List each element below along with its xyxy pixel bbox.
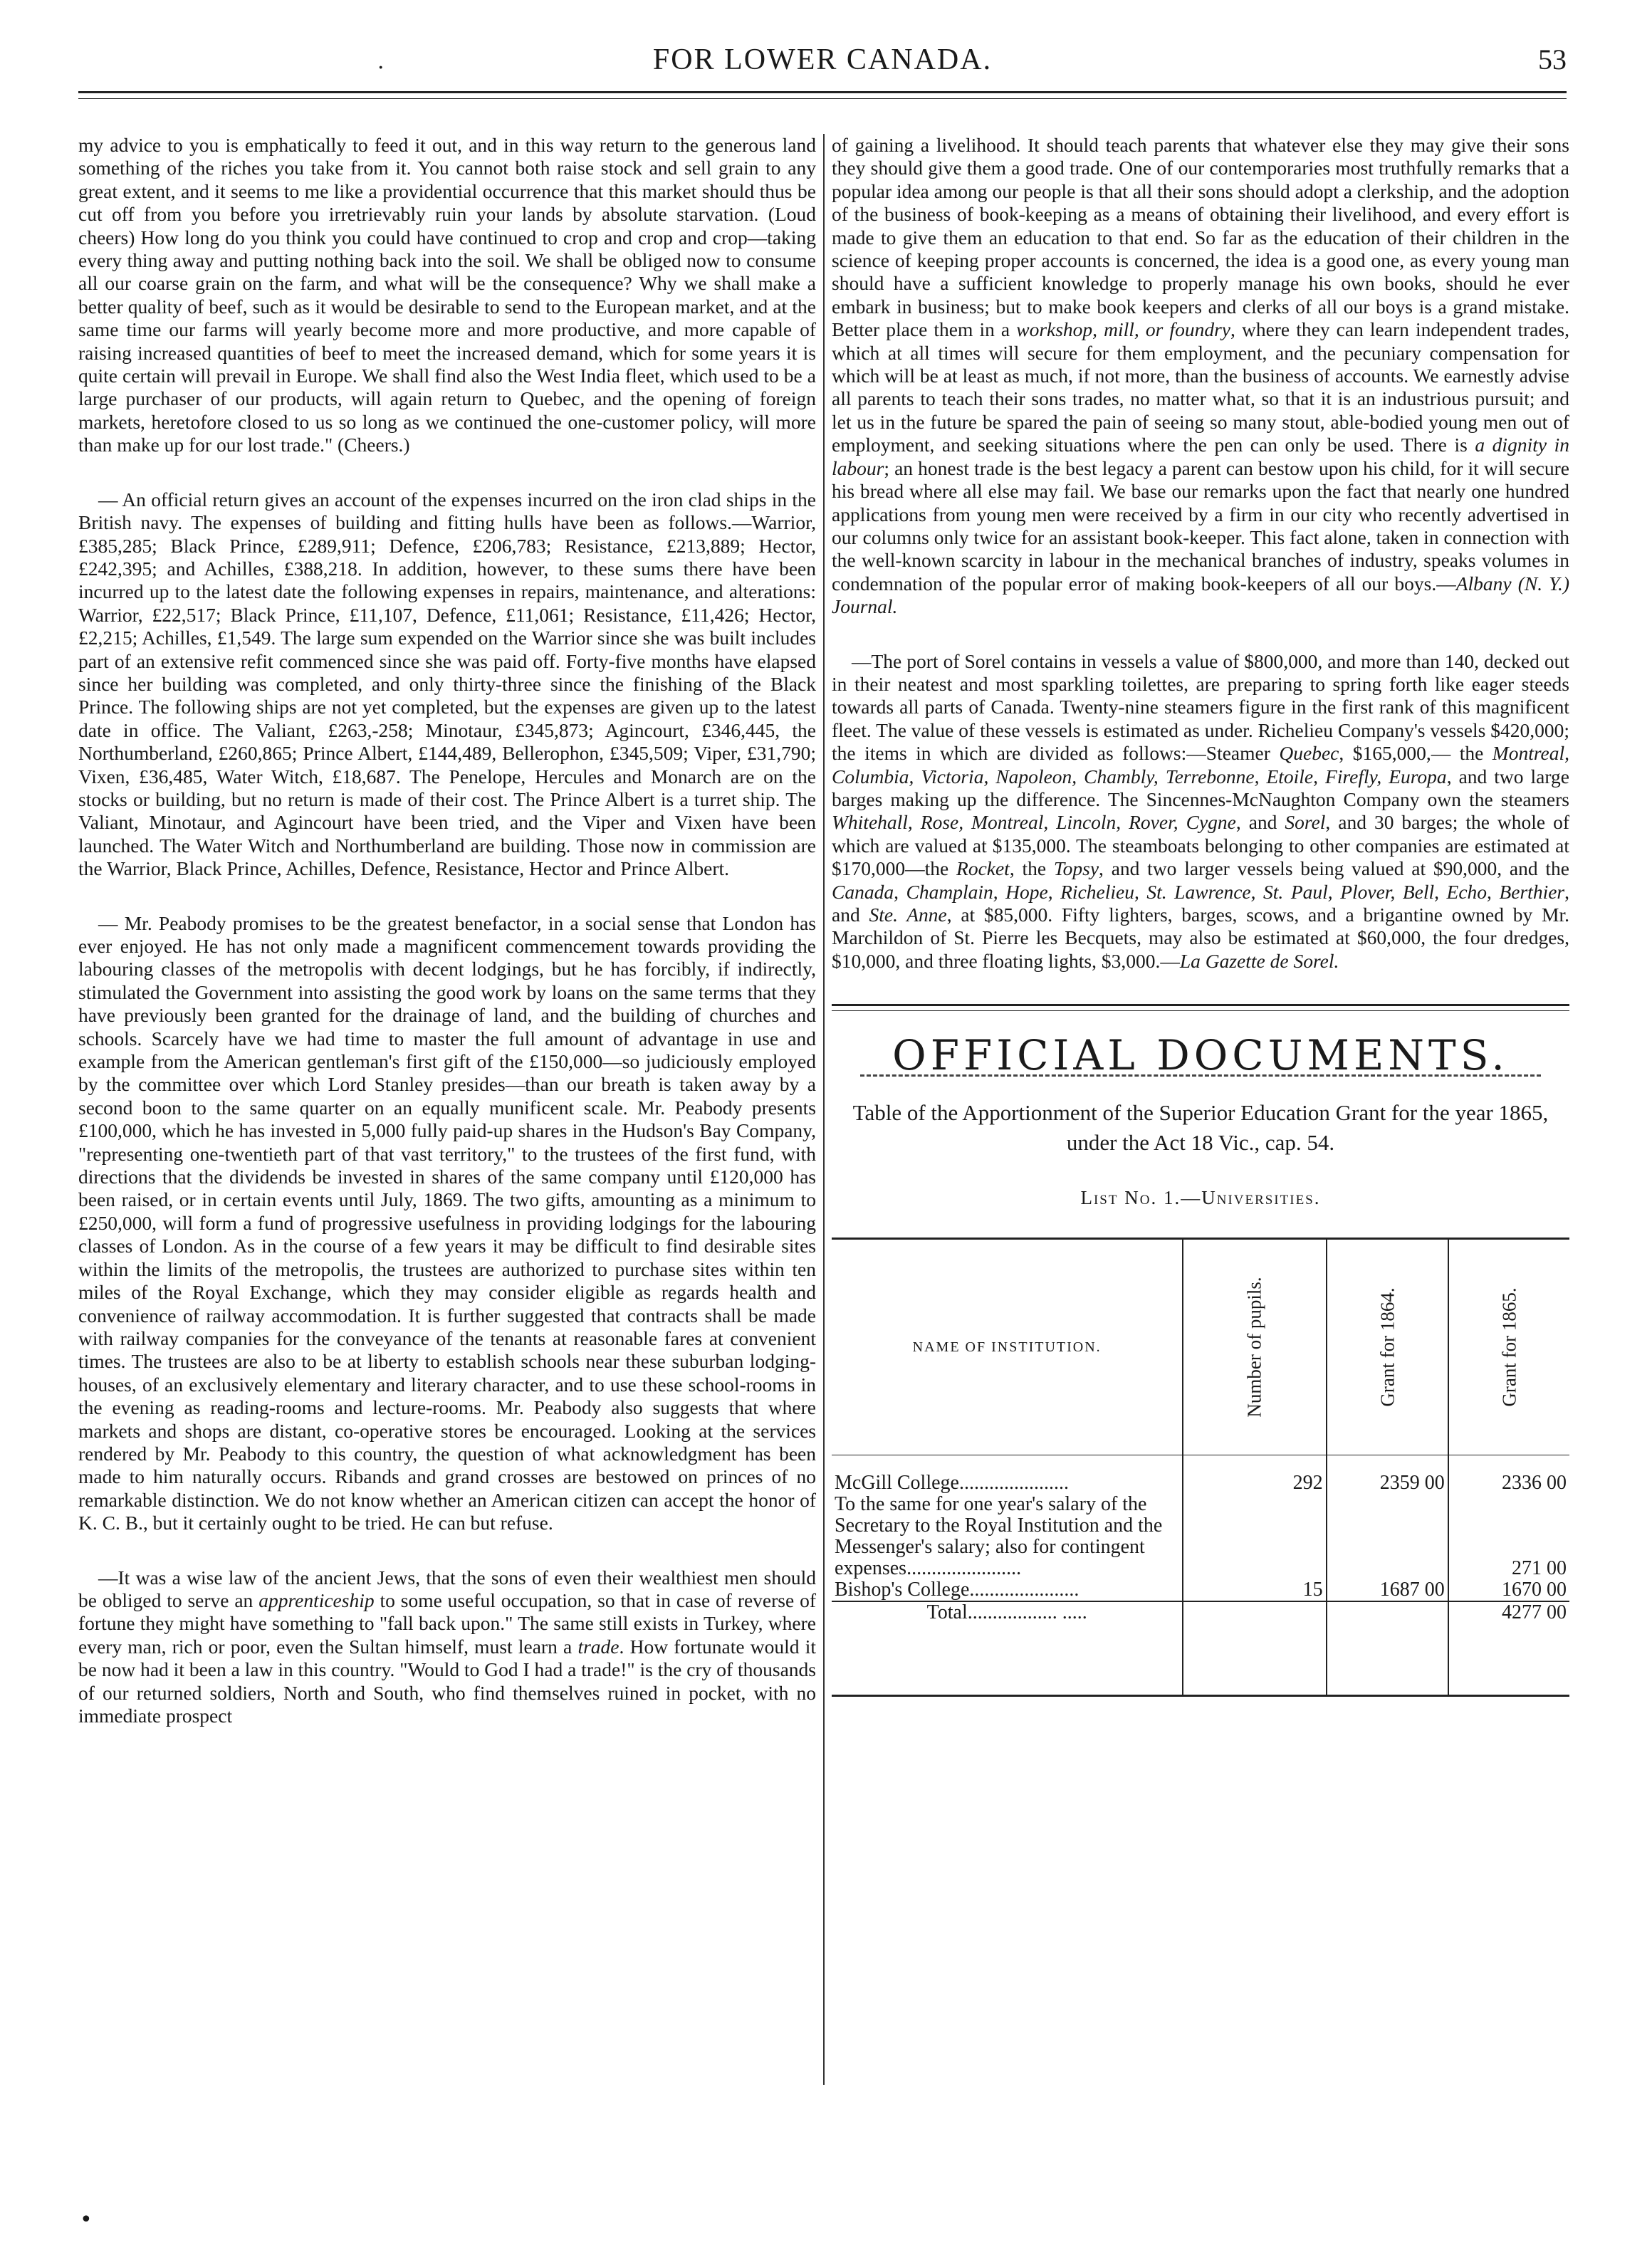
text-run: , the (1009, 857, 1054, 880)
table-row (832, 1579, 1569, 1601)
text-run: , $165,000,— the (1339, 742, 1492, 765)
cell-pupils (1183, 1494, 1326, 1579)
cell-institution: Bishop's College...................... (835, 1579, 1079, 1601)
vertical-label: Grant for 1864. (1376, 1287, 1399, 1407)
cell-grant-1864: 2359 00 (1327, 1472, 1448, 1494)
article-feed-grain: my advice to you is emphatically to feed it out, and in this way return to the generous land something of the riches you take from it. You cannot both raise stock and sell grain to any great extent, and it seems to me like a providential occurrence that this market should thus be cut off from you before you irretrievably ruin your lands by absolute starvation. (Loud cheers) How long do you think you could have continued to crop and crop and crop—taking every thing away and putting nothing back into the soil. We shall be obliged now to consume all our coarse grain on the farm, and what will be the consequence? Why we shall make a better quality of beef, such as it would be desirable to send to the European market, and at the same time our farms will yearly become more and more productive, and more capable of raising increased quantities of beef to meet the increased demand, which for some years it is quite certain will prevail in Europe. We shall find also the West India fleet, which used to be a large purchaser of our products, will again return to Quebec, and the opening of foreign markets, heretofore closed to us so long as we continued the one-customer policy, will more than make up for our lost trade." (Cheers.) (78, 134, 816, 456)
italic-run: Sorel (1285, 811, 1326, 834)
total-label: Total.................. ..... (832, 1601, 1183, 1696)
running-title: FOR LOWER CANADA. (652, 43, 993, 76)
total-value: 4277 00 (1448, 1601, 1569, 1696)
text-run: of gaining a livelihood. It should teach parents that whatever else they may give their sons they should give them a good trade. One of our contemporaries most truthfully remarks that a popular idea among our people is that all their sons should adopt a clerkship, and the adoption of the business of book-keeping as a means of obtaining their livelihood, and every effort is made to give them an education to that end. So far as the education of their children in the science of keeping proper accounts is concerned, the idea is a good one, as every young man should have a sufficient knowledge to properly manage his own books, should he ever embark in business; but to make book keepers and clerks of all our boys is a grand mistake. Better place them in a (832, 134, 1569, 341)
cell-grant-1865: 271 00 (1448, 1494, 1569, 1579)
text-run: to some useful occupation, so that in case of reverse of fortune they might have something to "fall back upon." The same still exists in Turkey, where every man, rich or poor, even the Sultan himself, must learn a (78, 1589, 816, 1658)
vertical-label: Grant for 1865. (1498, 1287, 1520, 1407)
source-citation: Albany (N. Y.) Journal. (832, 572, 1569, 618)
text-run: ; an honest trade is the best legacy a parent can bestow upon his child, for it will secure his bread where all else may fail. We base our remarks upon the fact that nearly one hundred applications from young men were received by a firm in our city who recently advertised in our columns only twice for an assistant book-keeper. This fact alone, taken in connection with the well-known scarcity in labour in the mechanical branches of industry, speaks volumes in condemnation of the popular error of making book-keepers of all our boys.— (832, 456, 1569, 595)
cell (1327, 1601, 1448, 1696)
section-rule (832, 1004, 1569, 1011)
italic-run: workshop, mill, or foundry (1016, 318, 1230, 341)
cell (1327, 1455, 1448, 1473)
column-header-name: NAME OF INSTITUTION. (832, 1239, 1183, 1455)
left-column (78, 134, 816, 1759)
italic-run: Topsy (1053, 857, 1099, 880)
article-port-of-sorel (832, 650, 1569, 973)
list-title: List No. 1.—Universities. (1080, 1186, 1321, 1208)
cell-institution: McGill College...................... (835, 1472, 1069, 1495)
section-title: OFFICIAL DOCUMENTS. (892, 1031, 1509, 1080)
article-iron-clad-ships: — An official return gives an account of the expenses incurred on the iron clad ships in the British navy. The expenses of building and fitting hulls have been as follows.—Warrior, £385,285; Black Prince, £289,911; Defence, £206,783; Resistance, £213,889; Hector, £242,395; and Achilles, £388,218. In addition, however, to these sums there have been incurred up to the latest date the following expenses in repairs, maintenance, and alterations: Warrior, £22,517; Black Prince, £11,107, Defence, £11,061; Resistance, £11,426; Hector, £2,215; Achilles, £1,549. The large sum expended on the Warrior since she was built includes part of an extensive refit commenced since she was paid off. Forty-five months have elapsed since her building was completed, and only thirty-three since the finishing of the Black Prince. The following ships are not yet completed, but the expenses are given up to the latest date in office. The Valiant, £263,-258; Minotaur, £345,873; Agincourt, £346,445, the Northumberland, £260,865; Prince Albert, £144,489, Bellerophon, £345,509; Viper, £31,790; Vixen, £36,485, Water Witch, £18,687. The Penelope, Hercules and Monarch are on the stocks or building, but no return is made of their cost. The Prince Albert is a turret ship. The Valiant, Minotaur, and Agincourt have been tried, and the Viper and Vixen have been launched. The Water Witch and Northumberland are building. Those now in commission are the Warrior, Black Prince, Achilles, Defence, Resistance, Hector and Prince Albert. (78, 488, 816, 880)
italic-run: a dignity in labour (832, 434, 1569, 479)
cell-grant-1865: 2336 00 (1448, 1472, 1569, 1494)
text-run: —It was a wise law of the ancient Jews, that the sons of even their wealthiest men should be obliged to serve an (78, 1566, 816, 1611)
column-divider (823, 134, 825, 2085)
article-trade-continued (832, 134, 1569, 619)
column-header-pupils (1183, 1239, 1326, 1455)
italic-run: Rocket (956, 857, 1010, 880)
ornament-dot: • (80, 2207, 93, 2232)
text-run: , and two larger vessels being valued at $90,000, and the (1099, 857, 1569, 880)
italic-run: Canada, Champlain, Hope, Richelieu, St. Lawrence, St. Paul, Plover, Bell, Echo, Berthier (832, 880, 1565, 903)
text-run: . How fortunate would it be now had it been a law in this country. "Would to God I had a trade!" is the cry of thousands of our returned soldiers, North and South, who find themselves ruined in pocket, with no immediate prospect (78, 1635, 816, 1727)
cell-grant-1864 (1327, 1494, 1448, 1579)
table-row (832, 1472, 1569, 1494)
text-run: , at $85,000. Fifty lighters, barges, scows, and a brigantine owned by Mr. Marchildon of St. Pierre les Becquets, may also be estimated at $60,000, the four dredges, $10,000, and three floating lights, $3,000.— (832, 904, 1569, 972)
cell-pupils: 292 (1183, 1472, 1326, 1494)
ornament-dot: · (377, 56, 385, 80)
article-trade-law (78, 1566, 816, 1728)
text-run: , and (1235, 811, 1285, 834)
cell-grant-1865: 1670 00 (1448, 1579, 1569, 1601)
total-row (832, 1601, 1569, 1696)
spacer-row (832, 1455, 1569, 1473)
italic-run: Quebec (1279, 742, 1339, 765)
text-run: —The port of Sorel contains in vessels a value of $800,000, and more than 140, decked out in their neatest and most sparkling toilettes, are preparing to spring forth like eager steeds towards all parts of Canada. Twenty-nine steamers figure in the first rank of this magnificent fleet. The value of these vessels is estimated as under. Richelieu Company's vessels $420,000; the items in which are divided as follows:—Steamer (832, 649, 1569, 765)
page-number: 53 (1538, 43, 1567, 75)
cell (832, 1455, 1183, 1473)
header-rule-thin (78, 98, 1567, 99)
cell-institution: To the same for one year's salary of the Secretary to the Royal Institution and the Messenger's salary; also for contingent expenses....................... (835, 1493, 1163, 1580)
column-header-1865 (1448, 1239, 1569, 1455)
header-rule (78, 91, 1567, 93)
text-run: , where they can learn independent trades, which at all times will secure for them employment, and the pecuniary compensation for which will be at least as much, if not more, than the business of accounts. We earnestly advise all parents to teach their sons trades, no matter what, so that it is an industrious pursuit; and let us in the future be spared the pain of seeing so many stout, able-bodied young men out of employment, and seeking situations where the pen can only be used. There is (832, 318, 1569, 456)
table-header-row (832, 1239, 1569, 1455)
table-caption: Table of the Apportionment of the Superior Education Grant for the year 1865, under the Act 18 Vic., cap. 54. (852, 1099, 1549, 1155)
right-column (832, 134, 1569, 1697)
source-citation: La Gazette de Sorel. (1179, 949, 1339, 972)
page-header (78, 43, 1567, 85)
cell (1183, 1601, 1326, 1696)
cell (1448, 1455, 1569, 1473)
text-run: , and 30 barges; the whole of which are valued at $135,000. The steamboats belonging to other companies are estimated at $170,000—the (832, 811, 1569, 880)
italic-run: Whitehall, Rose, Montreal, Lincoln, Rover, Cygne (832, 811, 1236, 834)
italic-run: apprenticeship (258, 1589, 375, 1611)
cell (1183, 1455, 1326, 1473)
text-run: , and two large barges making up the difference. The Sincennes-McNaughton Company own the steamers (832, 765, 1570, 810)
cell-pupils: 15 (1183, 1579, 1326, 1601)
grant-table (832, 1238, 1569, 1697)
article-peabody: — Mr. Peabody promises to be the greatest benefactor, in a social sense that London has ever enjoyed. He has not only made a magnificent commencement towards providing the labouring classes of the metropolis with decent lodgings, but he has forcibly, if indirectly, stimulated the Government into assisting the good work by loans on the same terms that they have previously been granted for the drainage of land, and the building of churches and schools. Scarcely have we had time to master the full amount of advantage in use and example from the American gentleman's first gift of the £150,000—so judiciously employed by the committee over which Lord Stanley presides—than our breath is taken away by a second boon to the same quarter on an equally munificent scale. Mr. Peabody presents £100,000, which he has invested in 5,000 fully paid-up shares in the Hudson's Bay Company, "representing one-twentieth part of that vast territory," to the trustees of the first fund, with directions that the dividends be invested in shares of the same company until £120,000 has been raised, or in certain events until July, 1869. The two gifts, amounting as a minimum to £250,000, will form a fund of progressive usefulness in providing lodgings for the labouring classes of London. As in the course of a few years it may be difficult to find desirable sites within the limits of the metropolis, the trustees are authorized to purchase sites within ten miles of the Royal Exchange, which they may consider eligible as regards health and convenience of railway accommodation. It is further suggested that contracts shall be made with railway companies for the conveyance of the tenants at reasonable fares at convenient times. The trustees are also to be at liberty to establish schools near these suburban lodging-houses, of an exclusively elementary and literary character, and to use these school-rooms in the evening as reading-rooms and lecture-rooms. Mr. Peabody also suggests that where markets and shops are distant, co-operative stores be encouraged. Looking at the services rendered by Mr. Peabody to this country, the question of what acknowledgment has been made to him naturally occurs. Ribands and grand crosses are bestowed on princes of no remarkable distinction. We do not know whether an American citizen can accept the honor of K. C. B., but it certainly ought to be tried. He can but refuse. (78, 911, 816, 1534)
italic-run: Montreal, Columbia, Victoria, Napoleon, Chambly, Terrebonne, Etoile, Firefly, Europa (832, 742, 1569, 788)
italic-run: Ste. Anne (869, 904, 947, 926)
vertical-label: Number of pupils. (1243, 1276, 1265, 1418)
table-row (832, 1494, 1569, 1579)
text-run: , and (832, 880, 1569, 926)
column-header-1864 (1327, 1239, 1448, 1455)
cell-grant-1864: 1687 00 (1327, 1579, 1448, 1601)
italic-run: trade (577, 1635, 620, 1658)
